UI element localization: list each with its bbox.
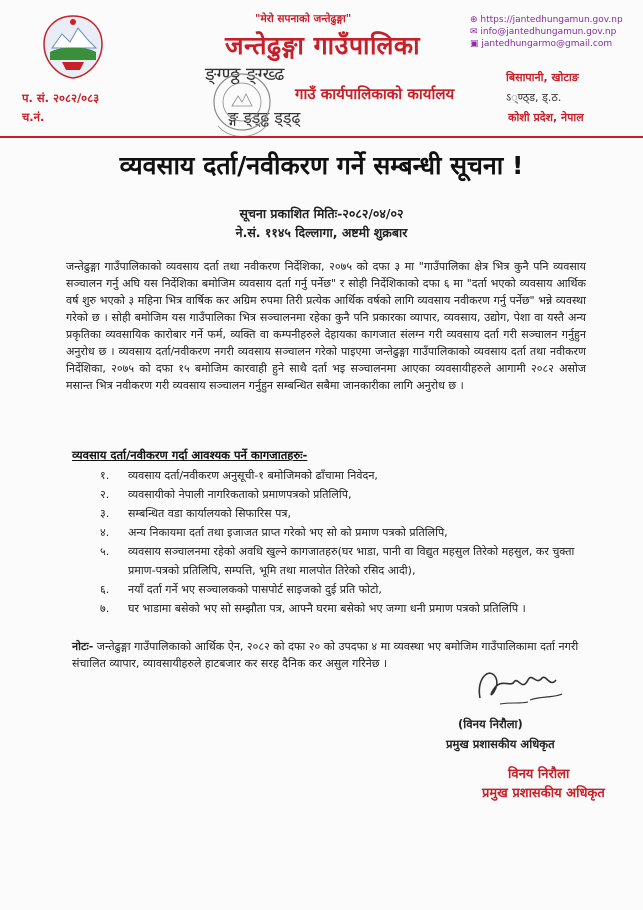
list-item: ५. व्यवसाय सञ्चालनमा रहेको अवधि खुल्ने कागजातहरु(घर भाडा, पानी वा विद्युत महसुल तिरेको महसुल, कर चुक्ता प्रमाण-पत्रको प्रतिलिपि, सम्पत्ति, भूमि तथा मालपोत तिरेको रसिद आदी), xyxy=(100,545,575,577)
mail-icon: ✉ xyxy=(470,27,481,37)
stamp-title: प्रमुख प्रशासकीय अधिकृत xyxy=(482,786,605,801)
office-seal-stamp xyxy=(210,66,274,146)
globe-icon: ⊕ xyxy=(470,15,481,25)
list-item: ६. नयाँ दर्ता गर्ने भए सञ्चालकको पासपोर्ट साइजको दुई प्रति फोटो, xyxy=(100,583,382,596)
list-item: १. व्यवसाय दर्ता/नवीकरण अनुसूची-१ बमोजिमको ढाँचामा निवेदन, xyxy=(100,469,378,482)
documents-title: व्यवसाय दर्ता/नवीकरण गर्दा आवश्यक पर्ने कागजातहरुः- xyxy=(72,448,308,462)
notice-body: जन्तेढुङ्गा गाउँपालिकाको व्यवसाय दर्ता तथा नवीकरण निर्देशिका, २०७५ को दफा ३ मा "गाउँपालिका क्षेत्र भित्र कुनै पनि व्यवसाय सञ्चालन गर्नु अघि यस निर्देशिका बमोजिम व्यवसाय दर्ता गर्नु पर्नेछ" र सोही निर्देशिकाको दफा ६ मा "दर्ता भएको व्यवसाय आर्थिक वर्ष शुरु भएको ३ महिना भित्र वार्षिक कर अग्रिम रुपमा तिरी प्रत्येक आर्थिक वर्षको लागि व्यवसाय नवीकरण गर्नु पर्नेछ" भन्ने व्यवस्था गरेको छ । सोही बमोजिम यस गाउँपालिका भित्र सञ्चालनमा रहेका कुनै पनि प्रकारका व्यापार, व्यवसाय, उद्योग, पेशा वा यस्तै अन्य प्रकृतिका व्यवसायिक कारोबार गर्ने फर्म, व्यक्ति वा कम्पनीहरुले देहायका कागजात संलग्न गरी व्यवसाय दर्ता गरी सञ्चालन गर्नुहुन अनुरोध छ । व्यवसाय दर्ता/नवीकरण नगरी व्यवसाय सञ्चालन गरेको पाइएमा जन्तेढुङ्गा गाउँपालिकाको व्यवसाय दर्ता तथा नवीकरण निर्देशिका, २०७५ को दफा १५ बमोजिम कारवाही हुने साथै दर्ता भइ सञ्चालनमा आएका व्यवसायीहरुले आगामी २०८२ असोज मसान्त भित्र नवीकरण गरी व्यवसाय सञ्चालन गर्नुहुन सम्बन्धित सबैमा जानकारीका लागि अनुरोध छ । xyxy=(66,260,586,392)
gmail-link[interactable]: ▣ jantedhungarmo@gmail.com xyxy=(470,39,613,49)
envelope-icon: ▣ xyxy=(470,39,482,49)
address-line-1: बिसापानी, खोटाङ xyxy=(506,71,579,84)
documents-list xyxy=(100,466,580,618)
nepal-sambat-date: ने.सं. ११४५ दिल्लागा, अष्टमी शुक्रबार xyxy=(235,225,408,240)
reference-number: प. सं. २०८२/०८३ xyxy=(22,91,100,105)
address-line-2: कोशी प्रदेश, नेपाल xyxy=(508,111,584,124)
list-item: ३. सम्बन्धित वडा कार्यालयको सिफारिस पत्र, xyxy=(100,507,291,520)
list-item: ७. घर भाडामा बसेको भए सो सम्झौता पत्र, आफ्नै घरमा बसेको भए जग्गा धनी प्रमाण पत्रको प्रतिलिपि । xyxy=(100,602,526,615)
notice-heading: व्यवसाय दर्ता/नवीकरण गर्ने सम्बन्धी सूचना ! xyxy=(119,151,524,180)
nepal-emblem-icon xyxy=(40,12,106,82)
office-name-script: ङ्ग्ण्ठ्ठ ङ्ग्ख्ढ xyxy=(205,64,285,85)
note-text: जन्तेढुङ्गा गाउँपालिकाको आर्थिक ऐन, २०८२ को दफा २० को उपदफा ४ मा व्यवस्था भए बमोजिम गाउँपालिकामा दर्ता नगरी संचालित व्यापार, व्यावसायीहरुले हाटबजार कर सरह दैनिक कर असुल गरिनेछ । xyxy=(72,640,579,670)
address-script: ऽ्ण्ठ्ड, ड्.ठ. xyxy=(506,91,562,104)
header-divider xyxy=(0,136,643,138)
list-item: २. व्यवसायीको नेपाली नागरिकताको प्रमाणपत्रको प्रतिलिपि, xyxy=(100,488,352,501)
office-subtitle-script: ङ्ग ड्ड्ढ्ढ ड्ड्ढ् xyxy=(228,108,301,127)
email-link[interactable]: ✉ info@jantedhungamun.gov.np xyxy=(470,27,617,37)
published-date: सूचना प्रकाशित मितिः-२०८२/०४/०२ xyxy=(239,206,404,221)
signer-title: प्रमुख प्रशासकीय अधिकृत xyxy=(446,737,555,751)
slogan: "मेरो सपनाको जन्तेढुङ्गा" xyxy=(255,13,352,25)
note-label: नोटः- xyxy=(72,640,94,653)
stamp-name: विनय निरौला xyxy=(508,767,570,782)
office-name: जन्तेढुङ्गा गाउँपालिका xyxy=(225,31,421,60)
contact-list xyxy=(470,14,623,50)
website-link[interactable]: ⊕ https://jantedhungamun.gov.np xyxy=(470,15,623,25)
office-subtitle: गाउँ कार्यपालिकाको कार्यालय xyxy=(295,85,455,103)
dispatch-number: च.नं. xyxy=(22,110,45,124)
handwritten-signature xyxy=(470,658,570,714)
list-item: ४. अन्य निकायमा दर्ता तथा इजाजत प्राप्त गरेको भए सो को प्रमाण पत्रको प्रतिलिपि, xyxy=(100,526,448,539)
signer-name: (विनय निरौला) xyxy=(458,717,523,731)
